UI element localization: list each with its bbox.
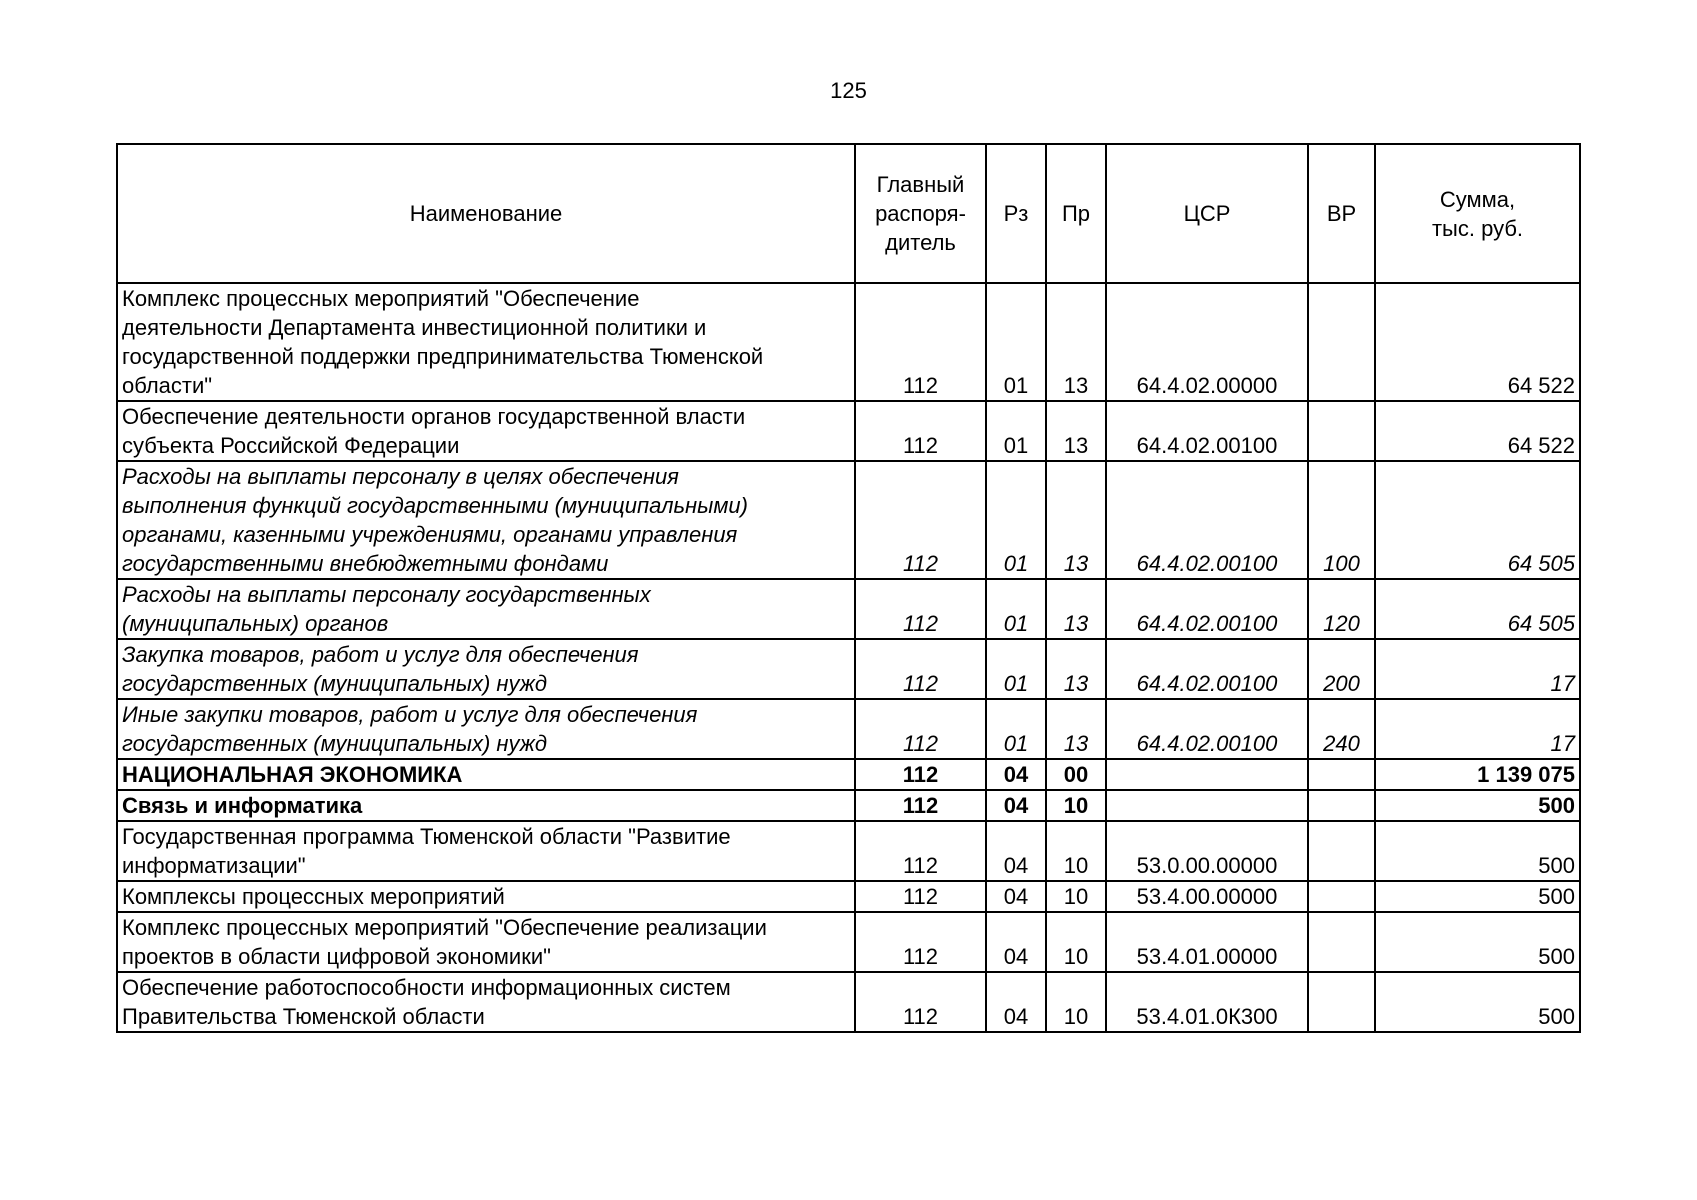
cell-manager: 112 (855, 699, 986, 759)
cell-pr: 13 (1046, 699, 1106, 759)
cell-sum: 1 139 075 (1375, 759, 1580, 790)
cell-rz: 01 (986, 639, 1046, 699)
col-header-manager-line: дитель (885, 230, 956, 255)
cell-csr: 64.4.02.00100 (1106, 461, 1308, 579)
cell-name-line: субъекта Российской Федерации (122, 433, 460, 458)
cell-pr: 13 (1046, 639, 1106, 699)
cell-csr (1106, 790, 1308, 821)
cell-name-line: Закупка товаров, работ и услуг для обеспечения (122, 642, 639, 667)
cell-vr: 100 (1308, 461, 1375, 579)
cell-pr: 13 (1046, 283, 1106, 401)
cell-manager: 112 (855, 401, 986, 461)
cell-name (117, 461, 855, 579)
cell-name-line: Комплекс процессных мероприятий "Обеспечение реализации (122, 915, 767, 940)
cell-vr (1308, 759, 1375, 790)
cell-name-line: проектов в области цифровой экономики" (122, 944, 551, 969)
cell-pr: 13 (1046, 579, 1106, 639)
table-body (117, 283, 1580, 1032)
cell-rz: 04 (986, 912, 1046, 972)
cell-vr: 120 (1308, 579, 1375, 639)
cell-vr (1308, 912, 1375, 972)
cell-name-line: Государственная программа Тюменской области "Развитие (122, 824, 731, 849)
cell-csr: 64.4.02.00100 (1106, 401, 1308, 461)
cell-vr: 240 (1308, 699, 1375, 759)
cell-sum: 500 (1375, 881, 1580, 912)
cell-name-line: Расходы на выплаты персоналу в целях обеспечения (122, 464, 679, 489)
cell-pr: 00 (1046, 759, 1106, 790)
cell-rz: 01 (986, 699, 1046, 759)
cell-name (117, 912, 855, 972)
cell-manager: 112 (855, 821, 986, 881)
cell-rz: 01 (986, 283, 1046, 401)
cell-csr: 64.4.02.00100 (1106, 639, 1308, 699)
cell-rz: 04 (986, 821, 1046, 881)
cell-rz: 01 (986, 579, 1046, 639)
table-row (117, 790, 1580, 821)
cell-name-line: информатизации" (122, 853, 306, 878)
cell-csr: 53.0.00.00000 (1106, 821, 1308, 881)
table-row (117, 283, 1580, 401)
cell-manager: 112 (855, 881, 986, 912)
col-header-pr: Пр (1046, 144, 1106, 283)
cell-name (117, 283, 855, 401)
table-row (117, 759, 1580, 790)
col-header-sum (1375, 144, 1580, 283)
cell-sum: 17 (1375, 699, 1580, 759)
cell-csr (1106, 759, 1308, 790)
cell-pr: 10 (1046, 881, 1106, 912)
table-row (117, 579, 1580, 639)
cell-name (117, 790, 855, 821)
cell-pr: 10 (1046, 972, 1106, 1032)
cell-name-line: выполнения функций государственными (муниципальными) (122, 493, 748, 518)
cell-sum: 64 505 (1375, 461, 1580, 579)
cell-name-line: Обеспечение работоспособности информационных систем (122, 975, 731, 1000)
cell-rz: 01 (986, 401, 1046, 461)
cell-name-line: (муниципальных) органов (122, 611, 389, 636)
cell-manager: 112 (855, 790, 986, 821)
col-header-sum-line: Сумма, (1439, 186, 1516, 212)
cell-sum: 500 (1375, 912, 1580, 972)
cell-rz: 04 (986, 790, 1046, 821)
col-header-sum-line: тыс. руб. (1431, 215, 1524, 241)
cell-name-line: НАЦИОНАЛЬНАЯ ЭКОНОМИКА (122, 762, 463, 787)
cell-name-line: Правительства Тюменской области (122, 1004, 485, 1029)
page-number: 125 (830, 78, 867, 103)
col-header-csr: ЦСР (1106, 144, 1308, 283)
cell-vr (1308, 790, 1375, 821)
cell-manager: 112 (855, 579, 986, 639)
cell-rz: 04 (986, 759, 1046, 790)
cell-name-line: государственными внебюджетными фондами (122, 551, 609, 576)
cell-pr: 13 (1046, 401, 1106, 461)
cell-name (117, 821, 855, 881)
cell-csr: 53.4.01.00000 (1106, 912, 1308, 972)
cell-name-line: органами, казенными учреждениями, органами управления (122, 522, 738, 547)
cell-manager: 112 (855, 759, 986, 790)
cell-manager: 112 (855, 283, 986, 401)
cell-csr: 64.4.02.00000 (1106, 283, 1308, 401)
cell-name-line: государственных (муниципальных) нужд (122, 671, 548, 696)
cell-sum: 64 505 (1375, 579, 1580, 639)
cell-name-line: Комплексы процессных мероприятий (122, 884, 505, 909)
cell-pr: 10 (1046, 790, 1106, 821)
cell-name-line: области" (122, 373, 213, 398)
cell-name-line: Комплекс процессных мероприятий "Обеспечение (122, 286, 640, 311)
cell-manager: 112 (855, 972, 986, 1032)
cell-name (117, 579, 855, 639)
header-row (117, 144, 1580, 283)
cell-sum: 500 (1375, 821, 1580, 881)
cell-name-line: государственных (муниципальных) нужд (122, 731, 548, 756)
cell-name (117, 881, 855, 912)
cell-vr (1308, 821, 1375, 881)
cell-name-line: Связь и информатика (122, 793, 363, 818)
col-header-vr: ВР (1308, 144, 1375, 283)
cell-sum: 17 (1375, 639, 1580, 699)
cell-pr: 13 (1046, 461, 1106, 579)
table-row (117, 401, 1580, 461)
cell-sum: 64 522 (1375, 401, 1580, 461)
cell-name (117, 401, 855, 461)
table-row (117, 461, 1580, 579)
table-row (117, 912, 1580, 972)
cell-rz: 01 (986, 461, 1046, 579)
cell-pr: 10 (1046, 912, 1106, 972)
cell-manager: 112 (855, 912, 986, 972)
col-header-manager-line: Главный (876, 172, 965, 197)
cell-name (117, 639, 855, 699)
cell-manager: 112 (855, 461, 986, 579)
cell-vr (1308, 881, 1375, 912)
cell-rz: 04 (986, 881, 1046, 912)
cell-csr: 53.4.00.00000 (1106, 881, 1308, 912)
table-row (117, 699, 1580, 759)
cell-csr: 53.4.01.0К300 (1106, 972, 1308, 1032)
cell-vr (1308, 283, 1375, 401)
cell-sum: 500 (1375, 790, 1580, 821)
cell-rz: 04 (986, 972, 1046, 1032)
cell-name (117, 699, 855, 759)
cell-sum: 64 522 (1375, 283, 1580, 401)
cell-vr (1308, 972, 1375, 1032)
cell-csr: 64.4.02.00100 (1106, 699, 1308, 759)
col-header-name: Наименование (117, 144, 855, 283)
cell-name-line: деятельности Департамента инвестиционной политики и (122, 315, 707, 340)
budget-table (116, 143, 1581, 1033)
cell-vr (1308, 401, 1375, 461)
cell-name-line: Обеспечение деятельности органов государственной власти (122, 404, 746, 429)
cell-name (117, 972, 855, 1032)
cell-vr: 200 (1308, 639, 1375, 699)
table-row (117, 972, 1580, 1032)
cell-sum: 500 (1375, 972, 1580, 1032)
cell-pr: 10 (1046, 821, 1106, 881)
cell-name-line: государственной поддержки предпринимательства Тюменской (122, 344, 764, 369)
cell-name (117, 759, 855, 790)
table-header (117, 144, 1580, 283)
cell-csr: 64.4.02.00100 (1106, 579, 1308, 639)
table-row (117, 821, 1580, 881)
col-header-manager-line: распоря- (875, 201, 966, 226)
cell-manager: 112 (855, 639, 986, 699)
cell-name-line: Иные закупки товаров, работ и услуг для обеспечения (122, 702, 698, 727)
table-row (117, 639, 1580, 699)
col-header-manager (855, 144, 986, 283)
table-row (117, 881, 1580, 912)
cell-name-line: Расходы на выплаты персоналу государственных (122, 582, 651, 607)
col-header-rz: Рз (986, 144, 1046, 283)
